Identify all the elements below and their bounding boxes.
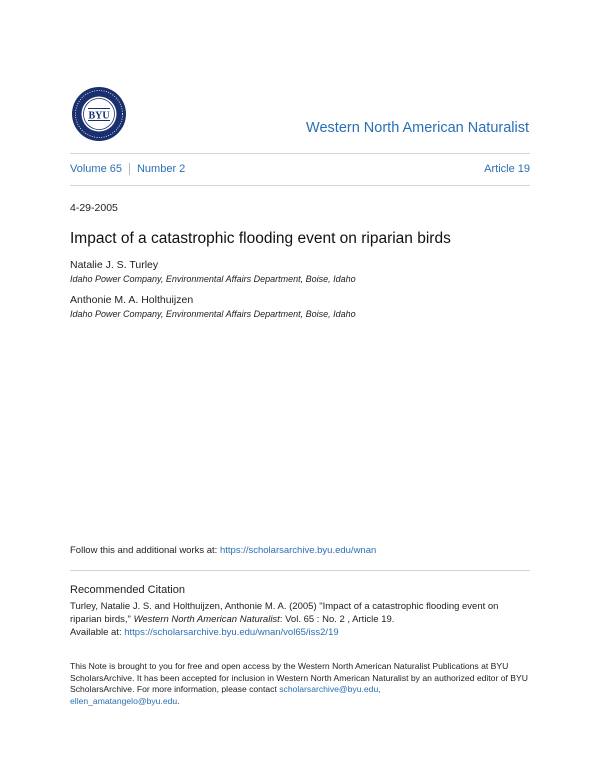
article-title: Impact of a catastrophic flooding event on riparian birds bbox=[70, 230, 451, 247]
contact-email-link[interactable]: ellen_amatangelo@byu.edu bbox=[70, 695, 178, 706]
author-affiliation: Idaho Power Company, Environmental Affairs Department, Boise, Idaho bbox=[70, 274, 356, 284]
byu-seal-icon bbox=[71, 86, 127, 142]
number-link[interactable]: Number 2 bbox=[136, 163, 186, 175]
author-name: Anthonie M. A. Holthuijzen bbox=[70, 294, 194, 306]
author-name: Natalie J. S. Turley bbox=[70, 259, 159, 271]
access-notice bbox=[70, 661, 530, 707]
journal-link[interactable]: Western North American Naturalist bbox=[306, 120, 529, 136]
volume-link[interactable]: Volume 65 bbox=[70, 163, 122, 175]
follow-label: Follow this and additional works at: bbox=[70, 545, 220, 556]
notice-end: . bbox=[177, 695, 180, 706]
article-link[interactable]: Article 19 bbox=[484, 163, 530, 175]
follow-url-link[interactable]: https://scholarsarchive.byu.edu/wnan bbox=[219, 545, 377, 556]
separator bbox=[129, 163, 130, 175]
issue-breadcrumb bbox=[70, 163, 185, 175]
logo-text: BYU bbox=[88, 110, 110, 122]
author-affiliation: Idaho Power Company, Environmental Affairs Department, Boise, Idaho bbox=[70, 309, 356, 319]
publication-date: 4-29-2005 bbox=[70, 202, 118, 214]
available-url-link[interactable]: https://scholarsarchive.byu.edu/wnan/vol65/iss2/19 bbox=[124, 627, 339, 638]
contact-email-link[interactable]: scholarsarchive@byu.edu, bbox=[279, 684, 381, 694]
citation-journal: Western North American Naturalist bbox=[133, 614, 280, 625]
available-label: Available at: bbox=[70, 627, 125, 638]
citation-volume-text: : Vol. 65 : No. 2 , Article 19. bbox=[279, 614, 395, 625]
citation-block bbox=[70, 600, 530, 639]
citation-text: Turley, Natalie J. S. and Holthuijzen, Anthonie M. A. (2005) "Impact of a catastrophic flooding event on riparian birds," bbox=[70, 601, 499, 625]
citation-heading: Recommended Citation bbox=[70, 584, 185, 596]
divider-citation bbox=[70, 570, 530, 571]
divider-meta bbox=[70, 185, 530, 186]
notice-text: This Note is brought to you for free and open access by the Western North American Naturalist Publications at BYU ScholarsArchive. It has been accepted for inclusion in Western North American Naturalist by an authorized editor of BYU ScholarsArchive. For more information, please contact bbox=[70, 661, 528, 694]
divider-top bbox=[70, 153, 530, 154]
follow-line bbox=[70, 545, 376, 556]
